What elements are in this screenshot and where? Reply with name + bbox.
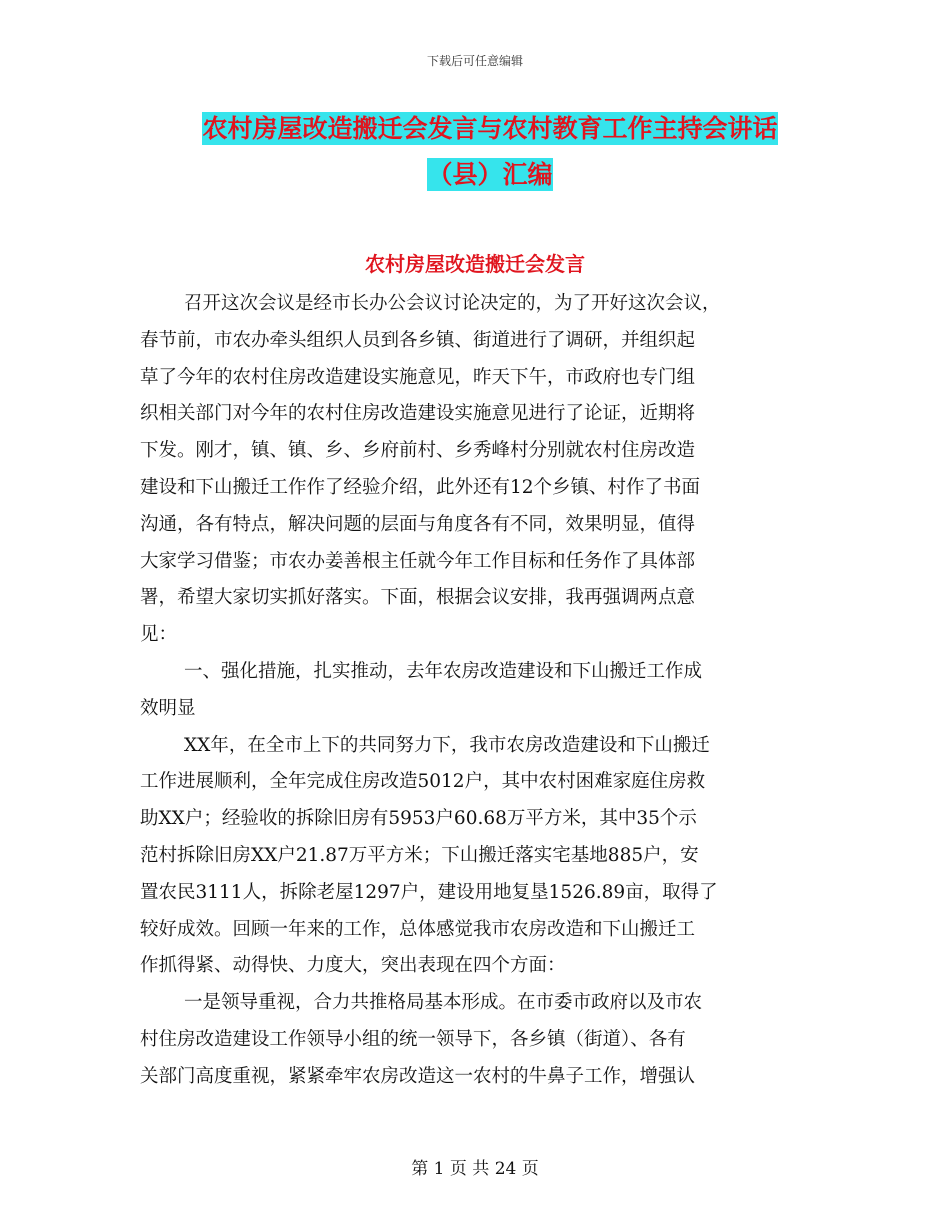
document-title [140,106,840,198]
text-line: 置农民3111人，拆除老屋1297户，建设用地复垦1526.89亩，取得了 [140,881,718,903]
text-line: 见： [140,624,178,646]
text-line: 署，希望大家切实抓好落实。下面，根据会议安排，我再强调两点意 [140,587,696,609]
text-line: 助XX户；经验收的拆除旧房有5953户60.68万平方米，其中35个示 [140,808,697,830]
text-line: 沟通，各有特点，解决问题的层面与角度各有不同，效果明显，值得 [140,513,696,535]
header-note: 下载后可任意编辑 [426,54,523,68]
text-line: 效明显 [140,697,196,719]
text-line: 春节前，市农办牵头组织人员到各乡镇、街道进行了调研，并组织起 [140,329,696,351]
text-line: 草了今年的农村住房改造建设实施意见，昨天下午，市政府也专门组 [140,366,696,388]
text-line: 大家学习借鉴；市农办姜善根主任就今年工作目标和任务作了具体部 [140,550,696,572]
text-line: 织相关部门对今年的农村住房改造建设实施意见进行了论证，近期将 [140,403,696,425]
section-title: 农村房屋改造搬迁会发言 [365,252,585,276]
text-line: 一、强化措施，扎实推动，去年农房改造建设和下山搬迁工作成 [184,660,703,682]
text-line: 建设和下山搬迁工作作了经验介绍，此外还有12个乡镇、村作了书面 [140,476,701,498]
body-text [140,286,820,1096]
text-line: 工作进展顺利，全年完成住房改造5012户，其中农村困难家庭住房救 [140,771,706,793]
text-line: 村住房改造建设工作领导小组的统一领导下，各乡镇（街道）、各有 [140,1028,686,1050]
text-line: 一是领导重视，合力共推格局基本形成。在市委市政府以及市农 [184,992,703,1014]
text-line: XX年，在全市上下的共同努力下，我市农房改造建设和下山搬迁 [184,734,710,756]
text-line: 关部门高度重视，紧紧牵牢农房改造这一农村的牛鼻子工作，增强认 [140,1065,696,1087]
text-line: 作抓得紧、动得快、力度大，突出表现在四个方面： [140,955,566,977]
text-line: 召开这次会议是经市长办公会议讨论决定的，为了开好这次会议， [184,293,721,314]
text-line: 下发。刚才，镇、镇、乡、乡府前村、乡秀峰村分别就农村住房改造 [140,440,696,462]
page-footer: 第 1 页 共 24 页 [411,1159,539,1179]
text-line: 范村拆除旧房XX户21.87万平方米；下山搬迁落实宅基地885户，安 [140,844,699,866]
title-line-2: （县）汇编 [427,160,553,189]
text-line: 较好成效。回顾一年来的工作，总体感觉我市农房改造和下山搬迁工 [140,918,696,940]
title-line-1: 农村房屋改造搬迁会发言与农村教育工作主持会讲话 [202,114,778,143]
